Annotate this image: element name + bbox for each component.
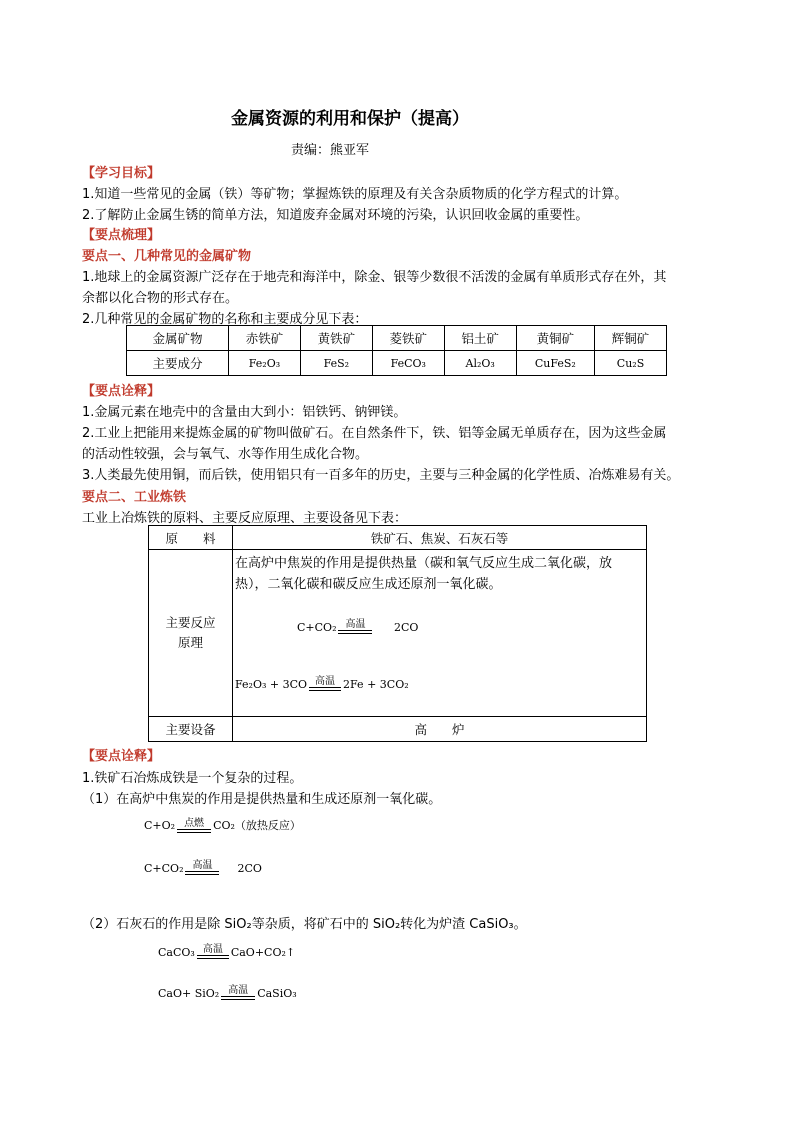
explain1-heading: 【要点诠释】 xyxy=(82,384,161,399)
principle-label-line2: 原理 xyxy=(177,635,203,650)
author-line: 责编：熊亚军 xyxy=(291,143,370,158)
explain1-line3: 的活动性较强，会与氧气、水等作用生成化合物。 xyxy=(82,447,369,462)
reaction-arrow xyxy=(177,829,211,833)
mineral-formula-cell: Fe₂O₃ xyxy=(229,351,301,376)
table-eq1-right: 2CO xyxy=(393,621,419,634)
mineral-table-header-cell: 辉铜矿 xyxy=(595,326,667,351)
mineral-table-header-cell: 菱铁矿 xyxy=(372,326,444,351)
reaction-condition xyxy=(338,619,372,634)
table-eq2-left: Fe₂O₃ + 3CO xyxy=(235,678,308,691)
eq2-left: C+CO₂ xyxy=(144,862,184,875)
point1-heading: 要点一、几种常见的金属矿物 xyxy=(82,249,252,264)
reaction-arrow xyxy=(309,687,341,691)
explain2-line3: （2）石灰石的作用是除 SiO₂等杂质，将矿石中的 SiO₂转化为炉渣 CaSiO₃。 xyxy=(82,917,527,932)
reaction-arrow xyxy=(338,630,372,634)
mineral-table-row-label: 主要成分 xyxy=(127,351,229,376)
eq1-left: C+O₂ xyxy=(144,819,176,832)
principle-label-line1: 主要反应 xyxy=(165,615,216,630)
table-equation-1 xyxy=(297,619,418,634)
eq4-right: CaSiO₃ xyxy=(257,987,297,1000)
condition-text: 高温 xyxy=(315,676,336,687)
table-equation-2 xyxy=(235,676,409,691)
explain2-line2: （1）在高炉中焦炭的作用是提供热量和生成还原剂一氧化碳。 xyxy=(82,792,442,807)
condition-text: 高温 xyxy=(192,860,213,871)
mineral-table-header-cell: 黄铁矿 xyxy=(300,326,372,351)
review-heading: 【要点梳理】 xyxy=(82,228,161,243)
reaction-condition xyxy=(309,676,341,691)
principle-content xyxy=(233,550,647,717)
eq3-right: CaO+CO₂↑ xyxy=(230,946,296,959)
point1-line2: 余都以化合物的形式存在。 xyxy=(82,291,239,306)
equipment-value: 高 炉 xyxy=(233,717,647,742)
condition-text: 高温 xyxy=(228,985,249,996)
goals-heading: 【学习目标】 xyxy=(82,166,161,181)
mineral-formula-cell: Al₂O₃ xyxy=(444,351,516,376)
reaction-condition xyxy=(177,818,211,833)
eq2-right: 2CO xyxy=(237,862,262,875)
table-eq1-left: C+CO₂ xyxy=(297,621,337,634)
principle-text-1: 在高炉中焦炭的作用是提供热量（碳和氧气反应生成二氧化碳，放 xyxy=(235,556,613,571)
explain1-line1: 1.金属元素在地壳中的含量由大到小：铝铁钙、钠钾镁。 xyxy=(82,405,407,420)
point1-line3: 2.几种常见的金属矿物的名称和主要成分见下表： xyxy=(82,312,368,327)
principle-text-2: 热），二氧化碳和碳反应生成还原剂一氧化碳。 xyxy=(235,577,502,592)
equation-limestone xyxy=(158,944,295,959)
condition-text: 点燃 xyxy=(184,818,205,829)
mineral-formula-cell: FeCO₃ xyxy=(372,351,444,376)
iron-smelting-table xyxy=(148,525,647,742)
raw-material-value: 铁矿石、焦炭、石灰石等 xyxy=(233,526,647,550)
condition-text: 高温 xyxy=(202,944,223,955)
reaction-arrow xyxy=(185,871,219,875)
principle-label xyxy=(149,550,233,717)
goal-2: 2.了解防止金属生锈的简单方法，知道废弃金属对环境的污染，认识回收金属的重要性。 xyxy=(82,208,589,223)
mineral-table xyxy=(126,325,667,376)
raw-material-label: 原 料 xyxy=(149,526,233,550)
point2-line1: 工业上冶炼铁的原料、主要反应原理、主要设备见下表： xyxy=(82,511,408,526)
reaction-condition xyxy=(221,985,255,1000)
explain1-line2: 2.工业上把能用来提炼金属的矿物叫做矿石。在自然条件下，铁、铝等金属无单质存在，因为这些金属 xyxy=(82,426,667,441)
mineral-formula-cell: Cu₂S xyxy=(595,351,667,376)
mineral-table-header-cell: 铝土矿 xyxy=(444,326,516,351)
reaction-condition xyxy=(197,944,229,959)
explain2-heading: 【要点诠释】 xyxy=(82,749,161,764)
mineral-formula-cell: FeS₂ xyxy=(300,351,372,376)
mineral-table-header-cell: 黄铜矿 xyxy=(516,326,594,351)
equipment-label: 主要设备 xyxy=(149,717,233,742)
point1-line1: 1.地球上的金属资源广泛存在于地壳和海洋中，除金、银等少数很不活泼的金属有单质形式存在外，其 xyxy=(82,270,667,285)
explain2-line1: 1.铁矿石冶炼成铁是一个复杂的过程。 xyxy=(82,771,303,786)
equation-carbon-co2 xyxy=(144,860,262,875)
mineral-table-header-cell: 赤铁矿 xyxy=(229,326,301,351)
page-title: 金属资源的利用和保护（提高） xyxy=(231,109,469,129)
mineral-table-header-cell: 金属矿物 xyxy=(127,326,229,351)
reaction-arrow xyxy=(197,955,229,959)
table-eq2-right: 2Fe + 3CO₂ xyxy=(343,678,409,691)
eq1-right: CO₂（放热反应） xyxy=(213,819,301,832)
eq3-left: CaCO₃ xyxy=(158,946,195,959)
explain1-line4: 3.人类最先使用铜，而后铁，使用铝只有一百多年的历史，主要与三种金属的化学性质、冶炼难易有关。 xyxy=(82,468,680,483)
goal-1: 1.知道一些常见的金属（铁）等矿物；掌握炼铁的原理及有关含杂质物质的化学方程式的计算。 xyxy=(82,187,628,202)
reaction-condition xyxy=(185,860,219,875)
condition-text: 高温 xyxy=(345,619,366,630)
equation-carbon-oxygen xyxy=(144,817,301,833)
point2-heading: 要点二、工业炼铁 xyxy=(82,490,187,505)
reaction-arrow xyxy=(221,996,255,1000)
equation-slag xyxy=(158,985,297,1000)
eq4-left: CaO+ SiO₂ xyxy=(158,987,220,1000)
mineral-formula-cell: CuFeS₂ xyxy=(516,351,594,376)
